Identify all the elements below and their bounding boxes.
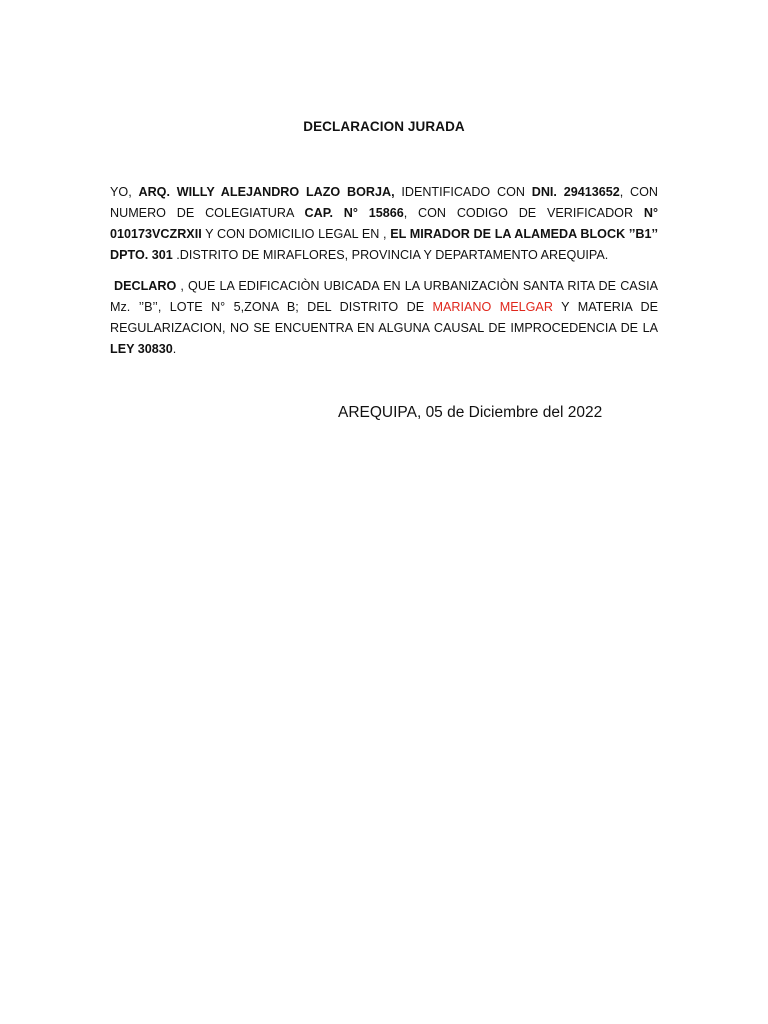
text-run: , CON CODIGO DE VERIFICADOR: [403, 206, 644, 220]
text-run: Y MATERIA DE REGULARIZACION, NO SE ENCUENTRA EN ALGUNA CAUSAL DE IMPROCEDENCIA DE LA: [110, 300, 658, 335]
document-title: DECLARACION JURADA: [303, 119, 465, 134]
text-run: , QUE LA EDIFICACIÒN UBICADA EN LA URBANIZACIÒN SANTA RITA DE CASIA Mz. ’’B’’, LOTE N° 5,ZONA B; DEL DISTRITO DE: [110, 279, 658, 314]
text-run: IDENTIFICADO CON: [394, 185, 532, 199]
declarant-name: ARQ. WILLY ALEJANDRO LAZO BORJA,: [138, 185, 395, 199]
text-run: Y CON DOMICILIO LEGAL EN ,: [201, 227, 391, 241]
law-reference: LEY 30830: [110, 342, 173, 356]
text-run: .: [172, 342, 177, 356]
declarant-paragraph: [110, 182, 658, 266]
declaration-paragraph: [110, 276, 658, 360]
cap-number: CAP. N° 15866: [304, 206, 404, 220]
text-run: , CON NUMERO DE COLEGIATURA: [110, 185, 658, 220]
text-run: .DISTRITO DE MIRAFLORES, PROVINCIA Y DEPARTAMENTO AREQUIPA.: [172, 248, 609, 262]
text-run: YO,: [110, 185, 139, 199]
date-line: AREQUIPA, 05 de Diciembre del 2022: [338, 404, 603, 421]
legal-address: EL MIRADOR DE LA ALAMEDA BLOCK ’’B1’’ DPTO. 301: [110, 227, 658, 262]
verifier-code: N° 010173VCZRXII: [110, 206, 658, 241]
dni-number: DNI. 29413652: [531, 185, 620, 199]
district-highlight: MARIANO MELGAR: [432, 300, 553, 314]
declaro-keyword: DECLARO: [114, 279, 177, 293]
